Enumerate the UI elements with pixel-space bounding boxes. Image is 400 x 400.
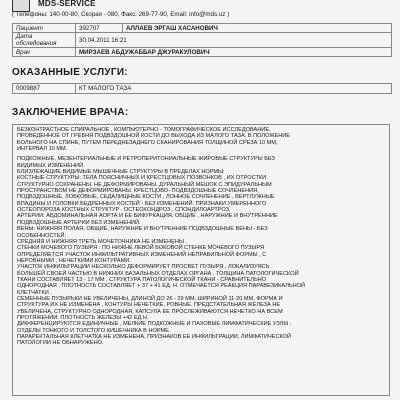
doctor-name: МИРЗАЕВ АБДУЖАББАР ДЖУРАКУЛОВИЧ (76, 48, 392, 57)
patient-name: АЛЛАЕВ ЭРГАШ ХАСАНОВИЧ (123, 24, 392, 33)
services-title: ОКАЗАННЫЕ УСЛУГИ: (12, 67, 128, 78)
doctor-label: Врач (13, 48, 76, 57)
report-header (0, 0, 400, 22)
conclusion-paragraph-findings: ПОДКОЖНЫЕ, МЕЗЕНТЕРИАЛЬНЫЕ И РЕТРОПЕРИТОНИАЛЬНЫЕ ЖИРОВЫЕ СТРУКТУРЫ БЕЗ ВИДИМЫХ ИЗМЕНЕНИЙ. БЛИЗЛЕЖАЩИЕ ВИДИМЫЕ МЫШЕЧНЫЕ СТРУКТУРЫ В ПРЕДЕЛАХ НОРМЫ: КОСТНЫЕ СТРУКТУРЫ: ТЕЛА ПОЯСНИЧНЫХ И КРЕСТЦОВЫХ ПОЗВОНКОВ , ИХ ОТРОСТКИ СТРУКТУРНО СОХРАНЕНЫ, НЕ ДЕФОРМИРОВАНЫ. ДУРАЛЬНЫЙ МЕШОК С ЭПИДУРАЛЬНЫМ ПРОСТРАНСТВОМ НЕ ДЕФОРМИРОВАНЫ. КРЕСТЦОВО- ПОДВЗДОШНЫЕ СОЧЛЕНЕНИЯ, ПОДВЗДОШНЫЕ, ЛОБКОВЫЕ, СЕДАЛИЩНЫЕ КОСТИ , ЛОННОЕ СОЧЛЕНЕНИЕ , ВЕРТЛУЖНЫЕ ВПАДИНЫ И ГОЛОВКИ БЕДРЕННЫХ КОСТЕЙ - БЕЗ ИЗМЕНЕНИЙ. ПРИЗНАКИ УМЕРЕННОГО ОСТЕОПОРОЗА КОСТНЫХ СТРУКТУР . ОСТЕОХОНДРОЗ , СПОНДИЛОАРТРОЗ. АРТЕРИИ: АБДОМИНАЛЬНАЯ АОРТА И ЕЕ БИФУРКАЦИЯ, ОБЩИЕ , НАРУЖНИЕ И ВНУТРЕННИЕ ПОДВЗДОШНЫЕ АРТЕРИИ БЕЗ ИЗМЕНЕНИЙ. ВЕНЫ: НИЖНЯЯ ПОЛАЯ, ОБЩИЕ, НАРУЖНИЕ И ВНУТРЕННИЕ ПОДВЗДОШНЫЕ ВЕНЫ - БЕЗ ОСОБЕННОСТЕЙ. СРЕДНЯЯ И НИЖНЯЯ ТРЕТЬ МОЧЕТОЧНИКА НЕ ИЗМЕНЕНЫ . СТЕНКИ МОЧЕВОГО ПУЗЫРЯ : ПО НИЖНЕ ЛЕВОЙ БОКОВОЙ СТЕНКЕ МОЧЕВОГО ПУЗЫРЯ ОПРЕДЕЛЯЕТСЯ УЧАСТОК ИНФИЛЬТРАТИВНЫХ ИЗМЕНЕНИЙ НЕПРАВИЛЬНОЙ ФОРМЫ , С НЕРОВНЫМИ , НЕЧЕТКИМИ КОНТУРАМИ. УЧАСТОК ИНФИЛЬТРАЦИИ НЕСКОЛЬКО ДЕФОРМИРУЕТ ПРОСВЕТ ПУЗЫРЯ , ЛОКАЛИЗУЯСЬ БОЛЬШЕЙ СВОЕЙ ЧАСТЬЮ В НИЖНИХ БАЗАЛЬНЫХ ОТДЕЛАХ ОРГАНА . ТОЛЩИНА ПАТОЛОГИЧЕСКОЙ ТКАНИ СОСТАВЛЯЕТ 13 - 17 ММ . СТРУКТУРА ПАТОЛОГИЧЕСКОЙ ТКАНИ - СРАВНИТЕЛЬНО ОДНОРОДНАЯ , ПЛОТНОСТЬ СОСТАВЛЯЕТ + 37 + 41 ЕД. Н. ОТМЕЧАЕТСЯ РЕАКЦИЯ ПАРАВЕЗИКАЛЬНОЙ КЛЕТЧАТКИ . СЕМЕННЫЕ ПУЗЫРЬКИ НЕ УВЕЛИЧЕНЫ, ДЛИНОЙ ДО 26 - 29 ММ, ШИРИНОЙ 11-20 ММ, ФОРМА И СТРУКТУРА ИХ НЕ ИЗМЕНЕНА , КОНТУРЫ НЕЧЕТКИЕ, РОВНЫЕ. ПРЕДСТАТЕЛЬНАЯ ЖЕЛЕЗА НЕ УВЕЛИЧЕНА, СТРУКТУРНО ОДНОРОДНАЯ, КАПСУЛА ЕЕ ПРОСЛЕЖИВАЮТСЯ НЕЧЕТКО НА ВСЕМ ПРОТЯЖЕНИИ. ПЛОТНОСТЬ ЖЕЛЕЗЫ +42 ЕД Н. ДИФФЕРЕНЦИРУЮТСЯ ЕДИНИЧНЫЕ , МЕЛКИЕ ПОДКОЖНЫЕ И ПАХОВЫЕ ЛИМФАТИЧЕСКИЕ УЗЛЫ . ОТДЕЛЫ ТОНКОГО И ТОЛСТОГО КИШЕЧНИКА В НОРМЕ. ПАРАРЕКТАЛЬНАЯ КЛЕТЧАТКА НЕ ИЗМЕНЕНА, ПРИЗНАКОВ ЕЕ ИНФИЛЬТРАЦИИ, ЛИМФАТИЧЕСКОЙ ПАТОЛОГИИ НЕ ОБНАРУЖЕНО. (17, 156, 306, 347)
company-name: MDS-SERVICE (38, 0, 96, 8)
exam-date-label: Дата обследования (13, 33, 76, 48)
doctor-row (13, 48, 392, 57)
patient-info-table (12, 23, 392, 57)
patient-label: Пациент (13, 24, 76, 33)
exam-date-row (13, 33, 392, 48)
patient-row (13, 24, 392, 33)
conclusion-paragraph-method: БЕЗКОНТРАСТНОЕ СПИРАЛЬНОЕ , КОМПЬЮТЕРНО - ТОМОГРАФИЧЕСКОЕ ИССЛЕДОВАНИЕ, ПРОВЕДЕННОЕ ОТ ГРЕБНЯ ПОДВЗДОШНОЙ КОСТИ ДО ВЫХОДА ИЗ МАЛОГО ТАЗА, В ПОЛОЖЕНИЕ БОЛЬНОГО НА СПИНЕ, ПУТЕМ ПЕРЕДНЕЗАДНЕГО СКАНИРОВАНИЯ ТОЛЩИНОЙ СРЕЗА 10 ММ, ИНТЕРВАЛ 10 ММ. (17, 127, 291, 153)
patient-id: 392707 (76, 24, 123, 33)
conclusion-text-box (12, 124, 390, 396)
exam-date-value: 30.04.2011 16:21 (76, 33, 392, 48)
service-name: КТ МАЛОГО ТАЗА (76, 84, 392, 94)
service-code: 0009887 (13, 84, 76, 94)
services-table (12, 83, 392, 94)
conclusion-title: ЗАКЛЮЧЕНИЕ ВРАЧА: (12, 107, 129, 118)
company-contacts: ( Телефоны: 140-00-80, Скорая - 080, Факс: 269-77-90, Email: info@mds.uz ) (12, 11, 230, 18)
service-row (13, 84, 392, 94)
